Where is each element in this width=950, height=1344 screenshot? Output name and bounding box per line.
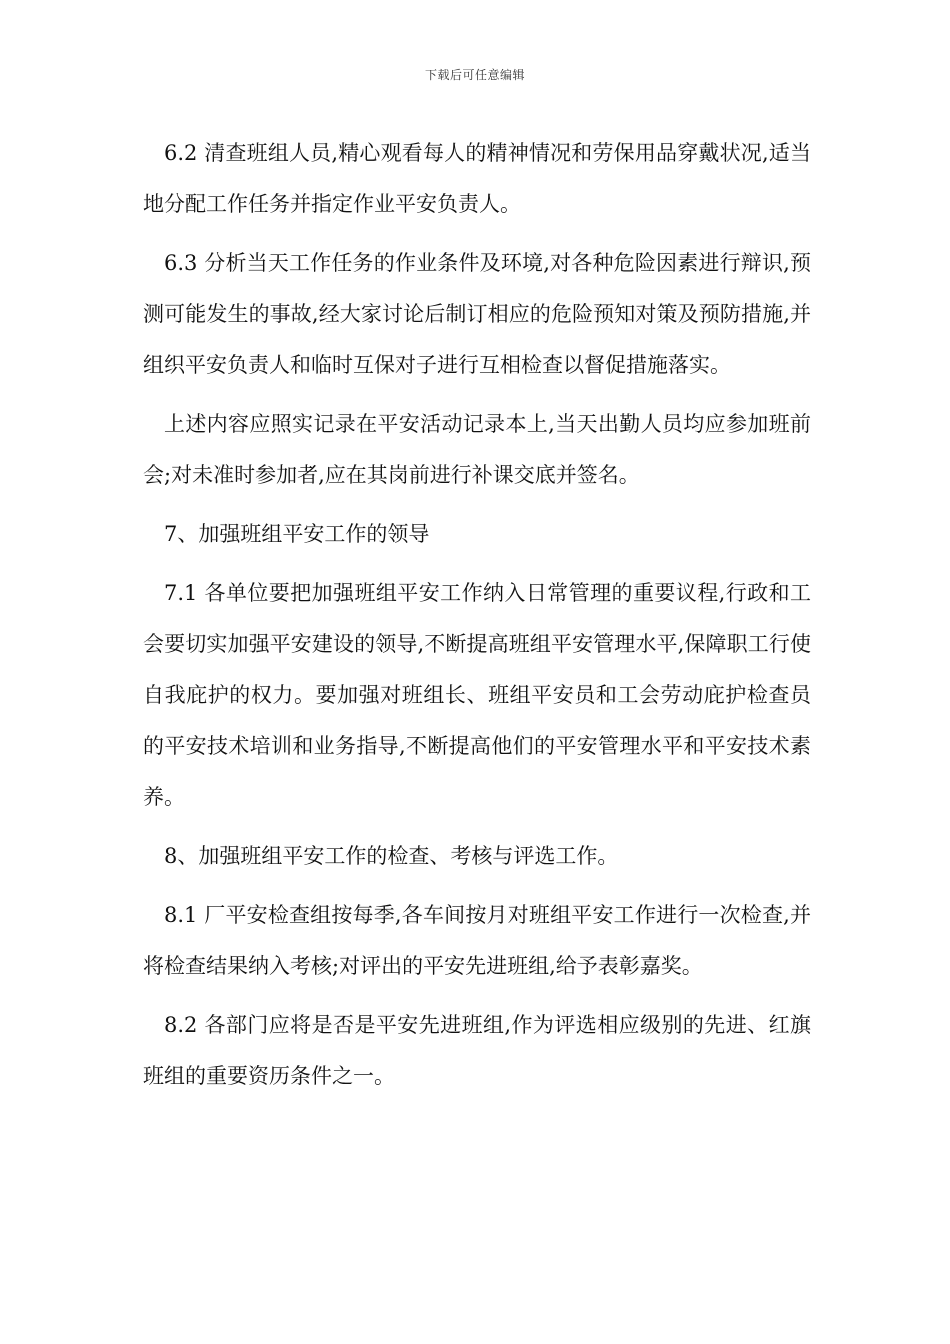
paragraph-8-1: 8.1 厂平安检查组按每季,各车间按月对班组平安工作进行一次检查,并将检查结果纳入考核;对评出的平安先进班组,给予表彰嘉奖。 [143,903,811,978]
paragraph-record-note: 上述内容应照实记录在平安活动记录本上,当天出勤人员均应参加班前会;对未准时参加者,应在其岗前进行补课交底并签名。 [143,412,811,487]
page-header: 下载后可任意编辑 [424,68,525,82]
section-heading-7: 7、加强班组平安工作的领导 [164,522,430,546]
section-heading-8: 8、加强班组平安工作的检查、考核与评选工作。 [164,844,619,868]
document-body [143,128,811,1110]
paragraph-6-3: 6.3 分析当天工作任务的作业条件及环境,对各种危险因素进行辩识,预测可能发生的事故,经大家讨论后制订相应的危险预知对策及预防措施,并组织平安负责人和临时互保对子进行互相检查以督促措施落实。 [143,251,811,377]
paragraph-7-1: 7.1 各单位要把加强班组平安工作纳入日常管理的重要议程,行政和工会要切实加强平安建设的领导,不断提高班组平安管理水平,保障职工行使自我庇护的权力。要加强对班组长、班组平安员和工会劳动庇护检查员的平安技术培训和业务指导,不断提高他们的平安管理水平和平安技术素养。 [143,581,811,809]
paragraph-6-2: 6.2 清查班组人员,精心观看每人的精神情况和劳保用品穿戴状况,适当地分配工作任务并指定作业平安负责人。 [143,141,811,216]
paragraph-8-2: 8.2 各部门应将是否是平安先进班组,作为评选相应级别的先进、红旗班组的重要资历条件之一。 [143,1013,811,1088]
